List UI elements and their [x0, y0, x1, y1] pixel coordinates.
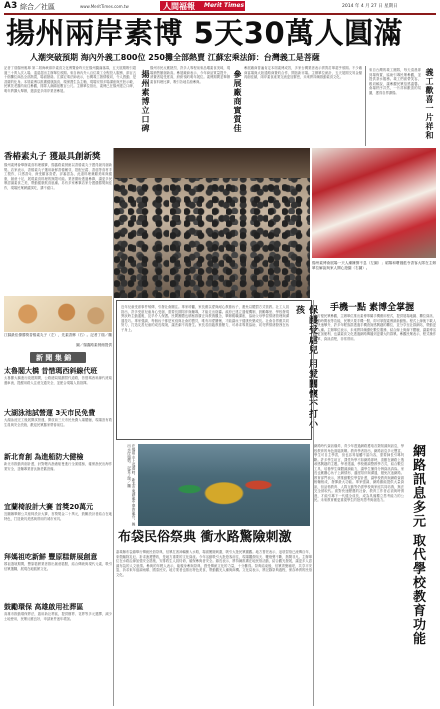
site-url: www.MeritTimes.com.tw: [80, 4, 129, 9]
section-name: 綜合／社區: [20, 3, 55, 11]
child-box-title: 保護受虐兒 用愛關懷不打小孩: [294, 305, 317, 430]
section-number: A3: [4, 1, 18, 11]
lead-vertical-title: 揚州素博立口碑: [141, 70, 150, 133]
news-brief-item-title: 拜媽祖吃新鮮 豐原糕餅展創意: [4, 553, 98, 561]
food-photo-credit: 圖／揚鑫路素餐館提供: [76, 343, 112, 347]
news-brief-item-title: 宜蘭椅設計大賽 首獎20萬元: [4, 503, 94, 511]
subheadline: 人潮突破預期 海內外義工800位 250攤全部熱賣 江蘇宏乘法師：台灣義工是菩薩: [30, 53, 320, 62]
photo-canopy: [114, 148, 310, 178]
lead-text-block: 記者丁瑞揚州報導 第二屆海峽兩岸素食文化博覽會昨天在揚州圓滿落幕，五天展期吸引超過三十萬人次入場，遠遠超出主辦單位預期。來自海內外八百位義工全程投入服務，兩百五十個攤位商品全部熱賣，場面熱絡。江蘇宏乘法師表示，台灣義工熱情親切，令人感動，是菩薩的化身。本屆素博以推廣健康蔬食、環保護生為主軸，現場安排多場講座與烹飪示範，民眾扶老攜幼前往參觀，排隊人潮綿延數百公尺。主辦單位指出，素博已在揚州建立口碑，明年將擴大舉辦，邀請更多兩岸業者參展。: [4, 66, 136, 93]
dragon-photo-caption: 在揚州水上巡遊時，新北市東湖龍中華的龍舟，舞出水岸風情。記者丁瑞／攝: [127, 444, 136, 526]
logo-en: Merit Times: [204, 2, 245, 9]
festival-title: 布袋民俗祭典 衝水路驚險刺激: [118, 530, 292, 545]
food-photo-caption: 江蘇最佳優勝獎香椿素丸子（左），先素香鄉（右）。記者丁瑞／攝: [4, 333, 112, 337]
issue-date: 2014 年 4 月 27 日 星期日: [342, 4, 398, 9]
dragon-boat-photo: [138, 444, 310, 526]
network-box-title: 網路訊息多元 取代學校教育功能: [410, 444, 425, 646]
news-brief-item: [4, 602, 112, 672]
news-brief-item-text: 新北市推動育創計畫，針對轄內漁港船隻進行全面健檢，確保漁民出海作業安全，並輔導業者汰換老舊設備。: [4, 462, 112, 471]
main-photo-caption: 揚州素博會展場一天人潮擁擠不息（左圖）；昭陽和瓊伽藍寺香客大隊在主辦單位解說與家人開心遊園（右圖）。: [312, 261, 436, 270]
left-feature-title: 香椿素丸子 獲最具創新獎: [4, 152, 101, 162]
main-crowd-photo: [114, 148, 310, 298]
news-brief-item-title: 太魯閣大橋 昔惜瑪西斜線代班: [4, 367, 98, 375]
logo-bar: [160, 1, 245, 11]
volunteer-box: [365, 66, 436, 146]
network-box-text: 網路時代資訊爆炸，青少年透過網路獲取各類知識與訊息，學校教育的角色面臨挑戰。教育學者指出，網路訊息多元豐富，學生可自主學習，但也容易接觸不當內容，需要師長引導判斷。許多學生坦言，課堂所學不如網路即時，喜歡在網路上搜尋感興趣的主題。學者建議，學校應調整教學方式，結合數位工具，培養學生媒體識讀能力，讓學生懂得分辨資訊真偽。家長也應關心孩子上網情形，適度陪伴與溝通，避免沉迷網路。教育部門表示，將推動數位學習計畫，讓學校教育與網路資源相輔相成，發揮最大功能。專家強調，網路雖能提供大量資訊，但品格教育、人際互動等仍需學校與家庭共同培養，無法完全被取代。面對快速變遷的社會，教育工作者必須與時俱進，才能引導下一代健全成長，成為具備獨立思考能力的公民。未來教育應更重視學生的批判思考與創造力。: [314, 444, 404, 502]
masthead-divider: [4, 13, 436, 15]
lead-text-block-2: 揚州市民反應熱烈，許多人專程前來品嚐素食美味，現場銷售額創新高。參展廠商表示，今年商品質量提升，消費者接受度高，紛紛預約明年展位。素博期間並舉辦素食料理比賽，吸引各地名廚參與。: [150, 66, 230, 84]
column-rule: [313, 300, 314, 706]
volunteer-box-title: 義工歡喜一片祥和: [425, 68, 434, 140]
left-feature-text: 揚州素博會舉辦素食料理競賽，揚鑫路素餐館以香椿素丸子獲得最具創新獎。店家表示，香椿素丸子選用新鮮香椿嫩芽，搭配豆腐、香菇等食材手工製作，口感香Q，深受顧客喜愛。評審認為，此道料理兼顧美味與健康，創意十足，展現素食料理的無限可能。業者期盼透過參賽，讓更多民眾認識素食之美，帶動健康飲食風潮。另有多家參賽店家分獲優勝獎與佳作，現場民眾踴躍試吃，讚不絕口。: [4, 163, 112, 190]
news-brief-item-title: 大湖泳池試營運 3天市民免費: [4, 409, 96, 417]
lead-text-block-3: 參展廠商普遍肯定本屆素博成效，多家台灣業者表示實質訂單超乎預期。不少廠商當場與大陸通路商簽約合作，開拓新市場。主辦單位統計，五天展期交易金額再創佳績，兩岸素食產業交流更加緊密，未來將持續推動素食文化。: [244, 66, 362, 79]
news-brief-item: [4, 452, 112, 500]
news-brief-item-text: 太魯閣大橋進行改建期間，公路總局規劃替代道路，昔惜瑪西斜線代班疏運車流，提醒用路人注意交通安全，並配合現場人員指揮。: [4, 376, 112, 385]
news-brief-list: [4, 366, 112, 706]
news-brief-item: [4, 552, 112, 600]
news-brief-item-title: 鼓勵環保 高雄啟用社葬區: [4, 603, 84, 611]
logo-cn: 人間福報: [163, 1, 195, 11]
news-brief-item-text: 媽祖遶境期間，豐原糕餅業者推出創意糕點，結合傳統與現代元素，吸引信眾選購，展現在地糕餅文化。: [4, 562, 112, 571]
news-brief-item: [4, 408, 112, 450]
volunteer-box-text: 來自台灣的義工團隊，每天清晨即到場佈置，協助引導民眾參觀，並提供茶水服務。義工們面帶笑容，親切解說，讓參觀民眾倍感溫馨。會場秩序井然，一片祥和歡喜的氛圍，獲得各界讚揚。: [369, 68, 421, 95]
news-brief-item: [4, 366, 112, 407]
mobile-box-title: 手機一點 素博全掌握: [330, 303, 415, 313]
volunteers-photo: [312, 148, 436, 258]
news-brief-item-text: 大湖泳池完工後展開試營運，開放前三天市民免費入場體驗，現場設有救生員與安全設施，歡迎民眾攜家帶眷前往。: [4, 418, 112, 427]
column-rule: [113, 148, 114, 706]
news-brief-item: [4, 502, 112, 550]
lead-vertical-title-2: 參展廠商實質佳: [233, 70, 242, 133]
child-protection-box: [116, 300, 317, 440]
news-brief-header: [30, 352, 86, 363]
news-brief-item-text: 高雄市推動環保葬法，啟用新社葬區，提供樹葬、花葬等多元選擇，減少土地使用，民眾反應良好，申請案件逐年增加。: [4, 612, 112, 621]
news-brief-header-text: 新 聞 集 錦: [36, 354, 72, 362]
headline: 揚州兩岸素博 5天30萬人圓滿: [6, 16, 404, 50]
news-brief-item-text: 宜蘭縣舉辦公共座椅設計大賽，首獎獎金二十萬元，鼓勵設計者結合在地特色，打造兼具美感與實用的城市家具。: [4, 512, 112, 521]
food-photo: [4, 296, 112, 332]
mobile-box-text: 為方便民眾參觀，主辦單位推出素博專屬手機應用程式，提供展場地圖、攤位資訊、活動時間表等功能，民眾只要手機一點，即可掌握素博最新動態。程式上線後下載人次快速攀升，許多年輕族群透過手機查詢感興趣的攤位，並分享至社群網站，帶動更多人潮。主辦單位表示，未來將持續優化數位服務，結合線上與線下體驗，讓素博活動更加便利，也讓素食文化透過網路傳播到更廣大的群眾。參觀民眾表示，程式操作簡單，資訊清楚，非常實用。: [314, 314, 436, 341]
festival-text: 嘉義縣布袋鎮舉行傳統民俗祭典，信眾扛著神轎衝入水路，場面驚險刺激，吸引大批民眾圍觀。地方耆老表示，這項習俗已流傳百年，象徵驅除災厄、祈求漁獲豐收，是地方重要的文化資產。今年活動吸引大批遊客前往，現場鑼鼓喧天、鞭炮聲不斷，熱鬧非凡。主辦單位在水路沿線加強安全措施，安排救生人員待命，確保參與者安全。鎮長表示，將持續推廣在地民俗活動，結合觀光發展，讓更多人認識布袋的人文風情。參與的年輕人表示，能親身參與祭典，感受傳統文化的力量，十分難得。祭典結束後，信眾齊聚廟埕，共享平安宴，祈求來年風調雨順、國泰民安。地方業者也推出特色美食，帶動觀光人潮與商機。文化局表示，將記錄祭典過程，保存珍貴的民俗文化。: [116, 550, 312, 577]
masthead: [0, 0, 440, 13]
child-box-text: 近年兒童受虐事件頻傳，引發社會關注。專家呼籲，家長應以愛與耐心教養孩子，避免以體罰方式管教。社工人員指出，許多受虐兒童身心受創，需要長期陪伴與輔導，才能走出陰霾。政府已建立通報機制，鼓勵鄰里、學校發現異狀時主動通報，及早介入保護。民間團體也積極推廣正向教養觀念，舉辦親職講座，協助父母學習情緒管理與溝通技巧。專家強調，每個孩子都是家庭與社會的寶貝，唯有用愛關懷，才能讓孩子健康快樂成長。社會各界應共同努力，打造友善兒童的成長環境，讓悲劇不再發生。家長若面臨教養壓力，可尋求專業協助，切勿將情緒發洩在孩子身上。: [121, 305, 289, 332]
news-brief-item-title: 新北育創 為進船防大健檢: [4, 453, 84, 461]
